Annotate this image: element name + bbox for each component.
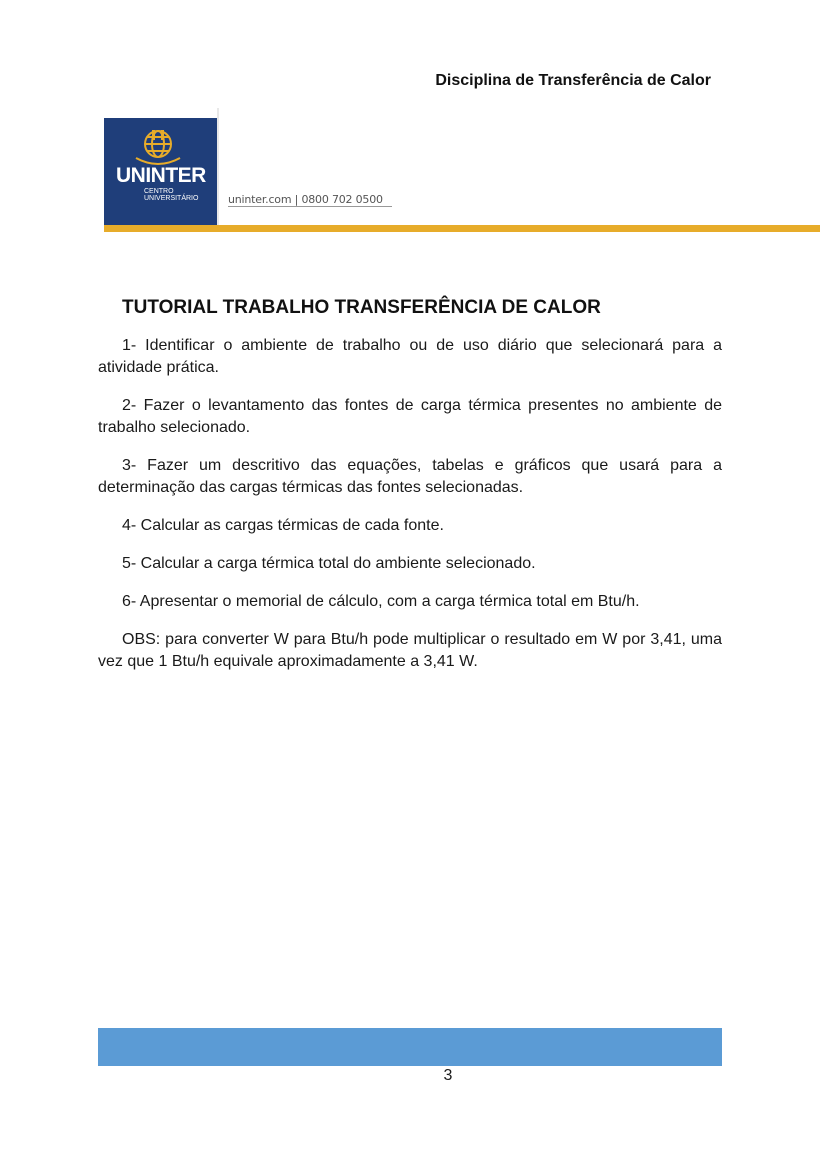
header-accent-bar <box>104 225 820 232</box>
contact-line: uninter.com | 0800 702 0500 <box>228 193 383 206</box>
uninter-logo <box>104 118 217 225</box>
paragraph-step-1: 1- Identificar o ambiente de trabalho ou de uso diário que selecionará para a atividade prática. <box>98 337 722 376</box>
paragraph-step-6: 6- Apresentar o memorial de cálculo, com a carga térmica total em Btu/h. <box>122 593 640 610</box>
logo-subtitle-line1: CENTRO <box>144 188 174 195</box>
logo-divider <box>217 108 219 226</box>
header-title: Disciplina de Transferência de Calor <box>435 72 711 89</box>
paragraph-step-5: 5- Calcular a carga térmica total do ambiente selecionado. <box>122 555 536 572</box>
page-number: 3 <box>443 1067 453 1084</box>
document-title: TUTORIAL TRABALHO TRANSFERÊNCIA DE CALOR <box>122 297 601 318</box>
document-body <box>98 297 722 689</box>
logo-subtitle-line2: UNIVERSITÁRIO <box>144 195 199 202</box>
contact-underline <box>228 206 392 207</box>
paragraph-step-3: 3- Fazer um descritivo das equações, tabelas e gráficos que usará para a determinação das cargas térmicas das fontes selecionadas. <box>98 457 722 496</box>
logo-wordmark: UNINTER <box>116 164 206 187</box>
paragraph-note: OBS: para converter W para Btu/h pode multiplicar o resultado em W por 3,41, uma vez que 1 Btu/h equivale aproximadamente a 3,41 W. <box>98 631 722 670</box>
paragraph-step-4: 4- Calcular as cargas térmicas de cada fonte. <box>122 517 444 534</box>
footer-bar <box>98 1028 722 1066</box>
paragraph-step-2: 2- Fazer o levantamento das fontes de carga térmica presentes no ambiente de trabalho selecionado. <box>98 397 722 436</box>
